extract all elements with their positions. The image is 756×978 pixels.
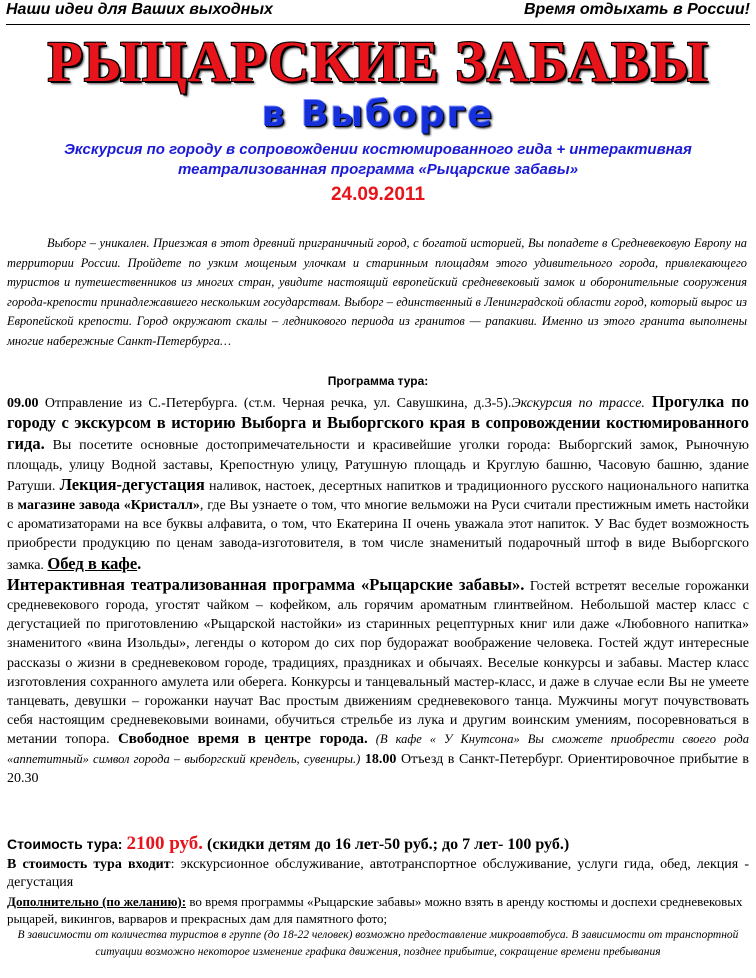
show-title: Интерактивная театрализованная программа «Рыцарские забавы». [7, 574, 525, 594]
lunch-end: . [137, 553, 142, 573]
program-text [7, 392, 749, 788]
header-right-text: Время отдыхать в России! [523, 1, 750, 18]
walk-text: Вы посетите основные достопримечательности и красивейшие уголки города: Выборгский замок, Рыночную площадь, улицу Водной заставы, Крепостную улицу, Ратушную площадь и Круглую башню, Часовую башню, здание Ратуши. [7, 438, 749, 494]
return-time: 18.00 [360, 751, 397, 767]
included-label: В стоимость тура входит [7, 857, 171, 872]
header-bar [6, 0, 750, 22]
tasting-text: наливок, настоек, десертных напитков и традиционного русского национального напитка в [7, 478, 749, 514]
header-left-text: Наши идеи для Ваших выходных [6, 1, 273, 18]
extra-text: во время программы «Рыцарские забавы» можно взять в аренду костюмы и доспехи средневековых рыцарей, викингов, варваров и прекрасных дам для памятного фото; [7, 894, 743, 926]
price-label: Стоимость тура: [7, 836, 123, 852]
tasting-title: Лекция-дегустация [59, 474, 205, 494]
departure-text: Отправление из С.-Петербурга. (ст.м. Черная речка, ул. Савушкина, д.3-5). [38, 396, 512, 411]
tagline: Экскурсия по городу в сопровождении костюмированного гида + интерактивная театрализованная программа «Рыцарские забавы» [64, 141, 692, 178]
price-amount: 2100 руб. [126, 833, 204, 854]
footnote: В зависимости от количества туристов в группе (до 18-22 человек) возможно предоставление микроавтобуса. В зависимости от транспортной ситуации возможно некоторое изменение графика движения, позднее прибытие, сокращение времени пребывания [17, 929, 739, 958]
free-time-note: (В кафе « У Кнутсона» Вы сможете приобрести своего рода «аппетитный» символ города – выборгский крендель, сувениры.) [7, 732, 749, 766]
extra-label: Дополнительно (по желанию): [7, 894, 187, 909]
route-excursion-text: Экскурсия по трассе. [511, 396, 645, 411]
main-title: РЫЦАРСКИЕ ЗАБАВЫ [47, 29, 709, 94]
included-text: : экскурсионное обслуживание, автотранспортное обслуживание, услуги гида, обед, лекция - дегустация [7, 857, 749, 890]
intro-paragraph: Выборг – уникален. Приезжая в этот древний приграничный город, с богатой историей, Вы попадете в Средневековую Европу на территории России. Пройдете по узким мощеным улочкам и старинным площадям этого удивительного города, привлекающего туристов и путешественников из многих стран, увидите настоящий европейский средневековый замок и оборонительные сооружения города-крепости принадлежавшего нескольким государствам. Выборг – единственный в Ленинградской области город, который вырос из Европейской крепости. Город окружают скалы – ледникового периода из гранитов — рапакиви. Именно из этого гранита выполнены многие набережные Санкт-Петербурга… [7, 236, 747, 348]
free-time-text: Свободное время в центре города. [117, 731, 368, 748]
price-discount: (скидки детям до 16 лет-50 руб.; до 7 лет- 100 руб.) [207, 836, 570, 853]
header-divider [6, 24, 750, 25]
factory-store: магазине завода «Кристалл» [17, 498, 200, 514]
walk-title: Прогулка по городу с экскурсом в историю Выборга и Выборгского края в сопровождении костюмированного гида. [7, 392, 749, 454]
return-text: Отъезд в Санкт-Петербург. Ориентировочное прибытие в 20.30 [7, 751, 749, 786]
show-text: Гостей встретят веселые горожанки средневекового города, угостят чайком – кофейком, аль горячим ароматным глинтвейном. Небольшой мастер класс с дегустацией по приготовлению «Рыцарской настойки» из старинных рецептурных книг или даже «Любовного напитка» знаменитого «вина Изольды», легенды о котором до сих пор будоражат воображение человека. Гостей ждут интересные рассказы о жизни в средневековом городе, традициях, праздниках и обычаях. Веселые конкурсы и забавы. Мастер класс изготовления сохранного амулета или оберега. Конкурсы и танцевальный мастер-класс, и даже в случае если Вы не умеете танцевать, девушки – горожанки научат Вас простым движениям средневекового танца. Мужчины могут почувствовать себя настоящим средневековыми воинами, обучиться стрельбе из лука и другим воинским умениям, посоревноваться в метании топора. [7, 578, 749, 748]
extra-paragraph [7, 893, 749, 927]
subtitle: в Выборге [261, 94, 495, 135]
lunch-text: Обед в кафе [47, 553, 138, 573]
price-line [7, 833, 749, 856]
included-paragraph [7, 856, 749, 892]
tour-date: 24.09.2011 [330, 184, 426, 205]
departure-time: 09.00 [7, 396, 39, 411]
program-heading: Программа тура: [327, 374, 429, 388]
tasting-text-2: , где Вы узнаете о том, что многие вельможи на Руси считали престижным иметь настойки с ароматизаторами на все буквы алфавита, о том, что Екатерина II очень уважала этот напиток. У Вас будет возможность приобрести продукцию по ценам завода-изготовителя, в том числе знаменитый подарочный штоф в виде Выборгского замка. [7, 498, 749, 573]
